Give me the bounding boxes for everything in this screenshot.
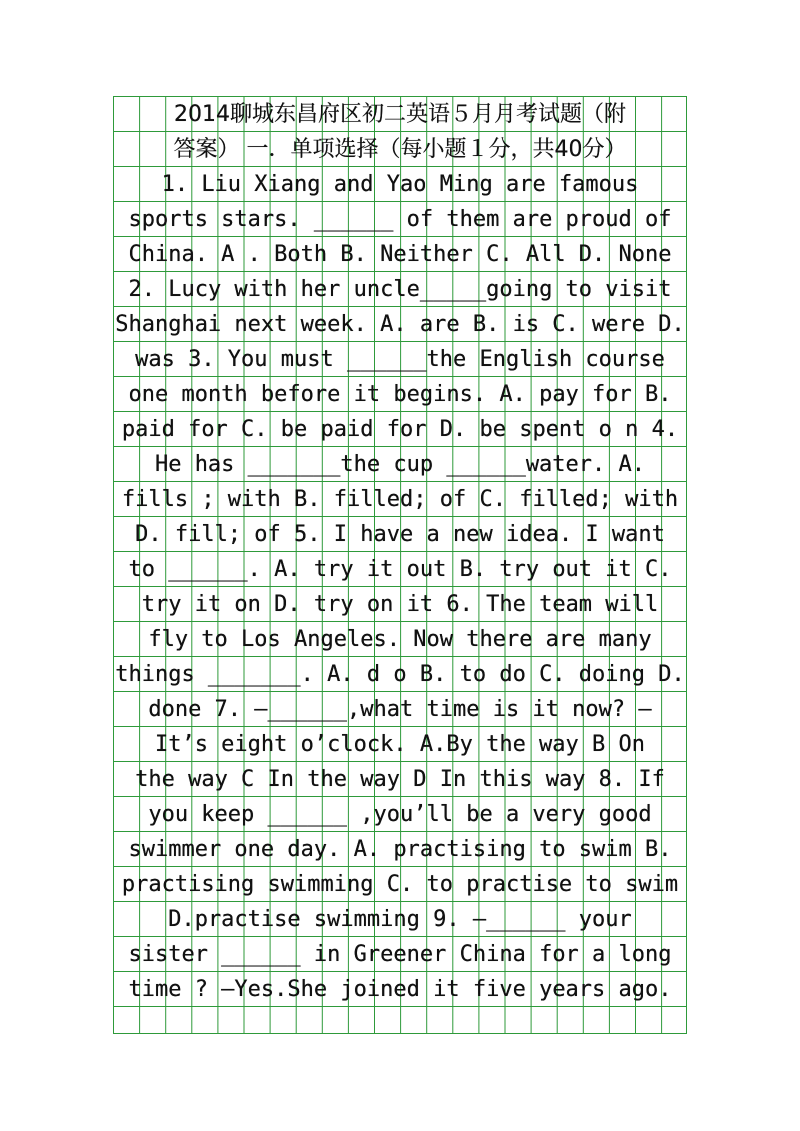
question-text-line: fly to Los Angeles. Now there are many — [148, 627, 652, 652]
question-text-line: sister ______ in Greener China for a long — [128, 942, 672, 967]
question-text-line: D.practise swimming 9. —______ your — [168, 907, 632, 932]
question-text-line: sports stars. ______ of them are proud of — [128, 207, 672, 232]
title-line-1: 2014聊城东昌府区初二英语５月月考试题（附 — [174, 102, 626, 127]
question-text-line: 2. Lucy with her uncle_____going to visit — [128, 277, 672, 302]
question-text-line: paid for C. be paid for D. be spent o n 4. — [121, 417, 679, 442]
question-text-line: the way C In the way D In this way 8. If — [135, 767, 665, 792]
question-text-line: 1. Liu Xiang and Yao Ming are famous — [161, 172, 639, 197]
question-text-line: He has _______the cup ______water. A. — [154, 452, 646, 477]
question-text-line: fills ; with B. filled; of C. filled; with — [121, 487, 679, 512]
question-text-line: practising swimming C. to practise to swim — [121, 872, 679, 897]
question-text-line: try it on D. try on it 6. The team will — [141, 592, 659, 617]
question-text-line: It’s eight o’clock. A.By the way B On — [154, 732, 646, 757]
question-text-line: swimmer one day. A. practising to swim B. — [128, 837, 672, 862]
question-text-line: was 3. You must ______the English course — [135, 347, 665, 372]
question-text-line: things _______. A. d o B. to do C. doing D. — [115, 662, 685, 687]
title-line-2: 答案） 一．单项选择（每小题１分，共40分） — [173, 137, 627, 162]
question-text-line: Shanghai next week. A. are B. is C. were D. — [115, 312, 685, 337]
question-text-line: done 7. —______,what time is it now? — — [148, 697, 652, 722]
question-text-line: China. A . Both B. Neither C. All D. None — [128, 242, 672, 267]
question-text-line: one month before it begins. A. pay for B. — [128, 382, 672, 407]
question-text-line: you keep ______ ,you’ll be a very good — [148, 802, 652, 827]
question-text-line: to ______. A. try it out B. try out it C. — [128, 557, 672, 582]
question-text-line: D. fill; of 5. I have a new idea. I want — [135, 522, 665, 547]
question-text-line: time ? —Yes.She joined it five years ago. — [128, 977, 672, 1002]
exam-paper — [113, 96, 687, 1034]
